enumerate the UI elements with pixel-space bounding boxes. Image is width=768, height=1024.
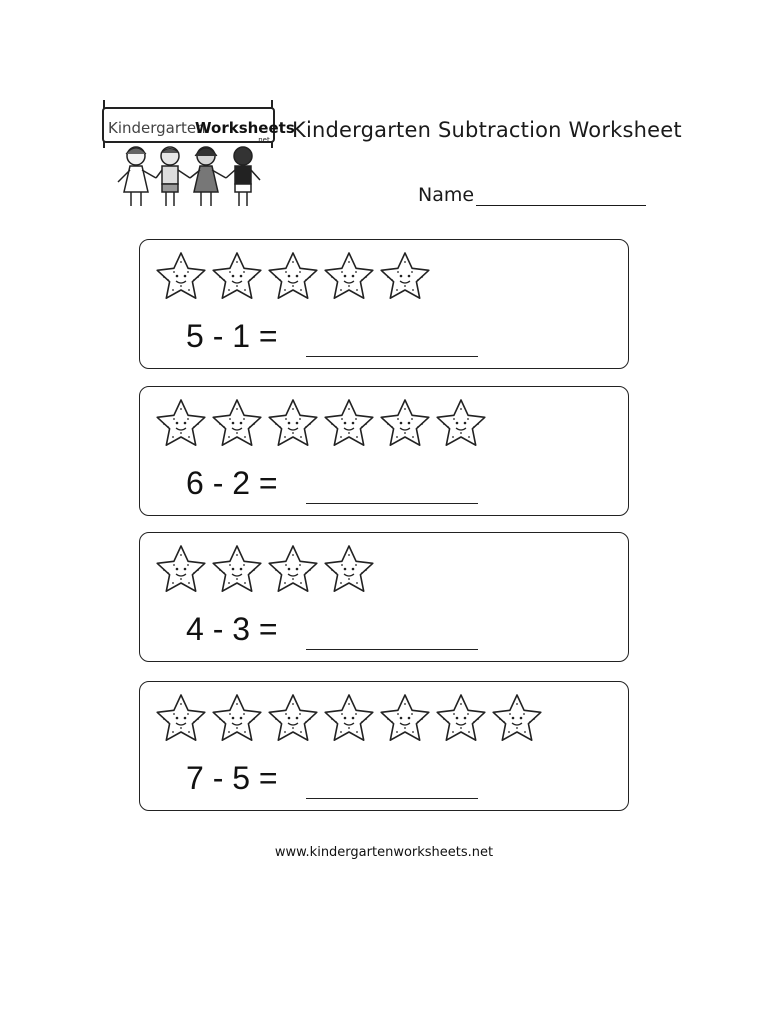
star-icon [266, 690, 320, 746]
problem-box [139, 239, 629, 369]
star-row [154, 690, 544, 750]
star-row [154, 395, 488, 455]
star-icon [154, 248, 208, 304]
star-icon [490, 690, 544, 746]
name-write-line [476, 186, 646, 206]
star-icon [210, 248, 264, 304]
star-icon [210, 395, 264, 451]
star-icon [154, 395, 208, 451]
star-icon [322, 690, 376, 746]
answer-line [306, 356, 478, 357]
equation-text: 6 - 2 = [186, 465, 278, 501]
answer-line [306, 798, 478, 799]
logo-text-suffix: .net [256, 136, 270, 144]
star-icon [266, 541, 320, 597]
name-field [418, 184, 646, 206]
logo-text-kindergarten: Kindergarten [108, 119, 206, 137]
answer-line [306, 503, 478, 504]
star-row [154, 248, 432, 308]
problem-box [139, 386, 629, 516]
name-label: Name [418, 184, 475, 206]
equation-text: 7 - 5 = [186, 760, 278, 796]
star-icon [266, 248, 320, 304]
star-icon [154, 690, 208, 746]
equation-text: 4 - 3 = [186, 611, 278, 647]
star-icon [266, 395, 320, 451]
equation-text: 5 - 1 = [186, 318, 278, 354]
kids-holding-hands-sign-icon [100, 98, 295, 214]
star-icon [210, 690, 264, 746]
star-icon [378, 395, 432, 451]
problem-box [139, 681, 629, 811]
problem-box [139, 532, 629, 662]
star-icon [210, 541, 264, 597]
star-icon [378, 690, 432, 746]
worksheet-title: Kindergarten Subtraction Worksheet [292, 118, 682, 142]
footer-url: www.kindergartenworksheets.net [274, 845, 494, 860]
site-logo [100, 98, 295, 214]
star-icon [322, 248, 376, 304]
star-icon [378, 248, 432, 304]
star-icon [322, 541, 376, 597]
logo-text-worksheets: Worksheets [195, 119, 295, 137]
star-icon [322, 395, 376, 451]
star-icon [154, 541, 208, 597]
star-icon [434, 395, 488, 451]
star-icon [434, 690, 488, 746]
star-row [154, 541, 376, 601]
answer-line [306, 649, 478, 650]
